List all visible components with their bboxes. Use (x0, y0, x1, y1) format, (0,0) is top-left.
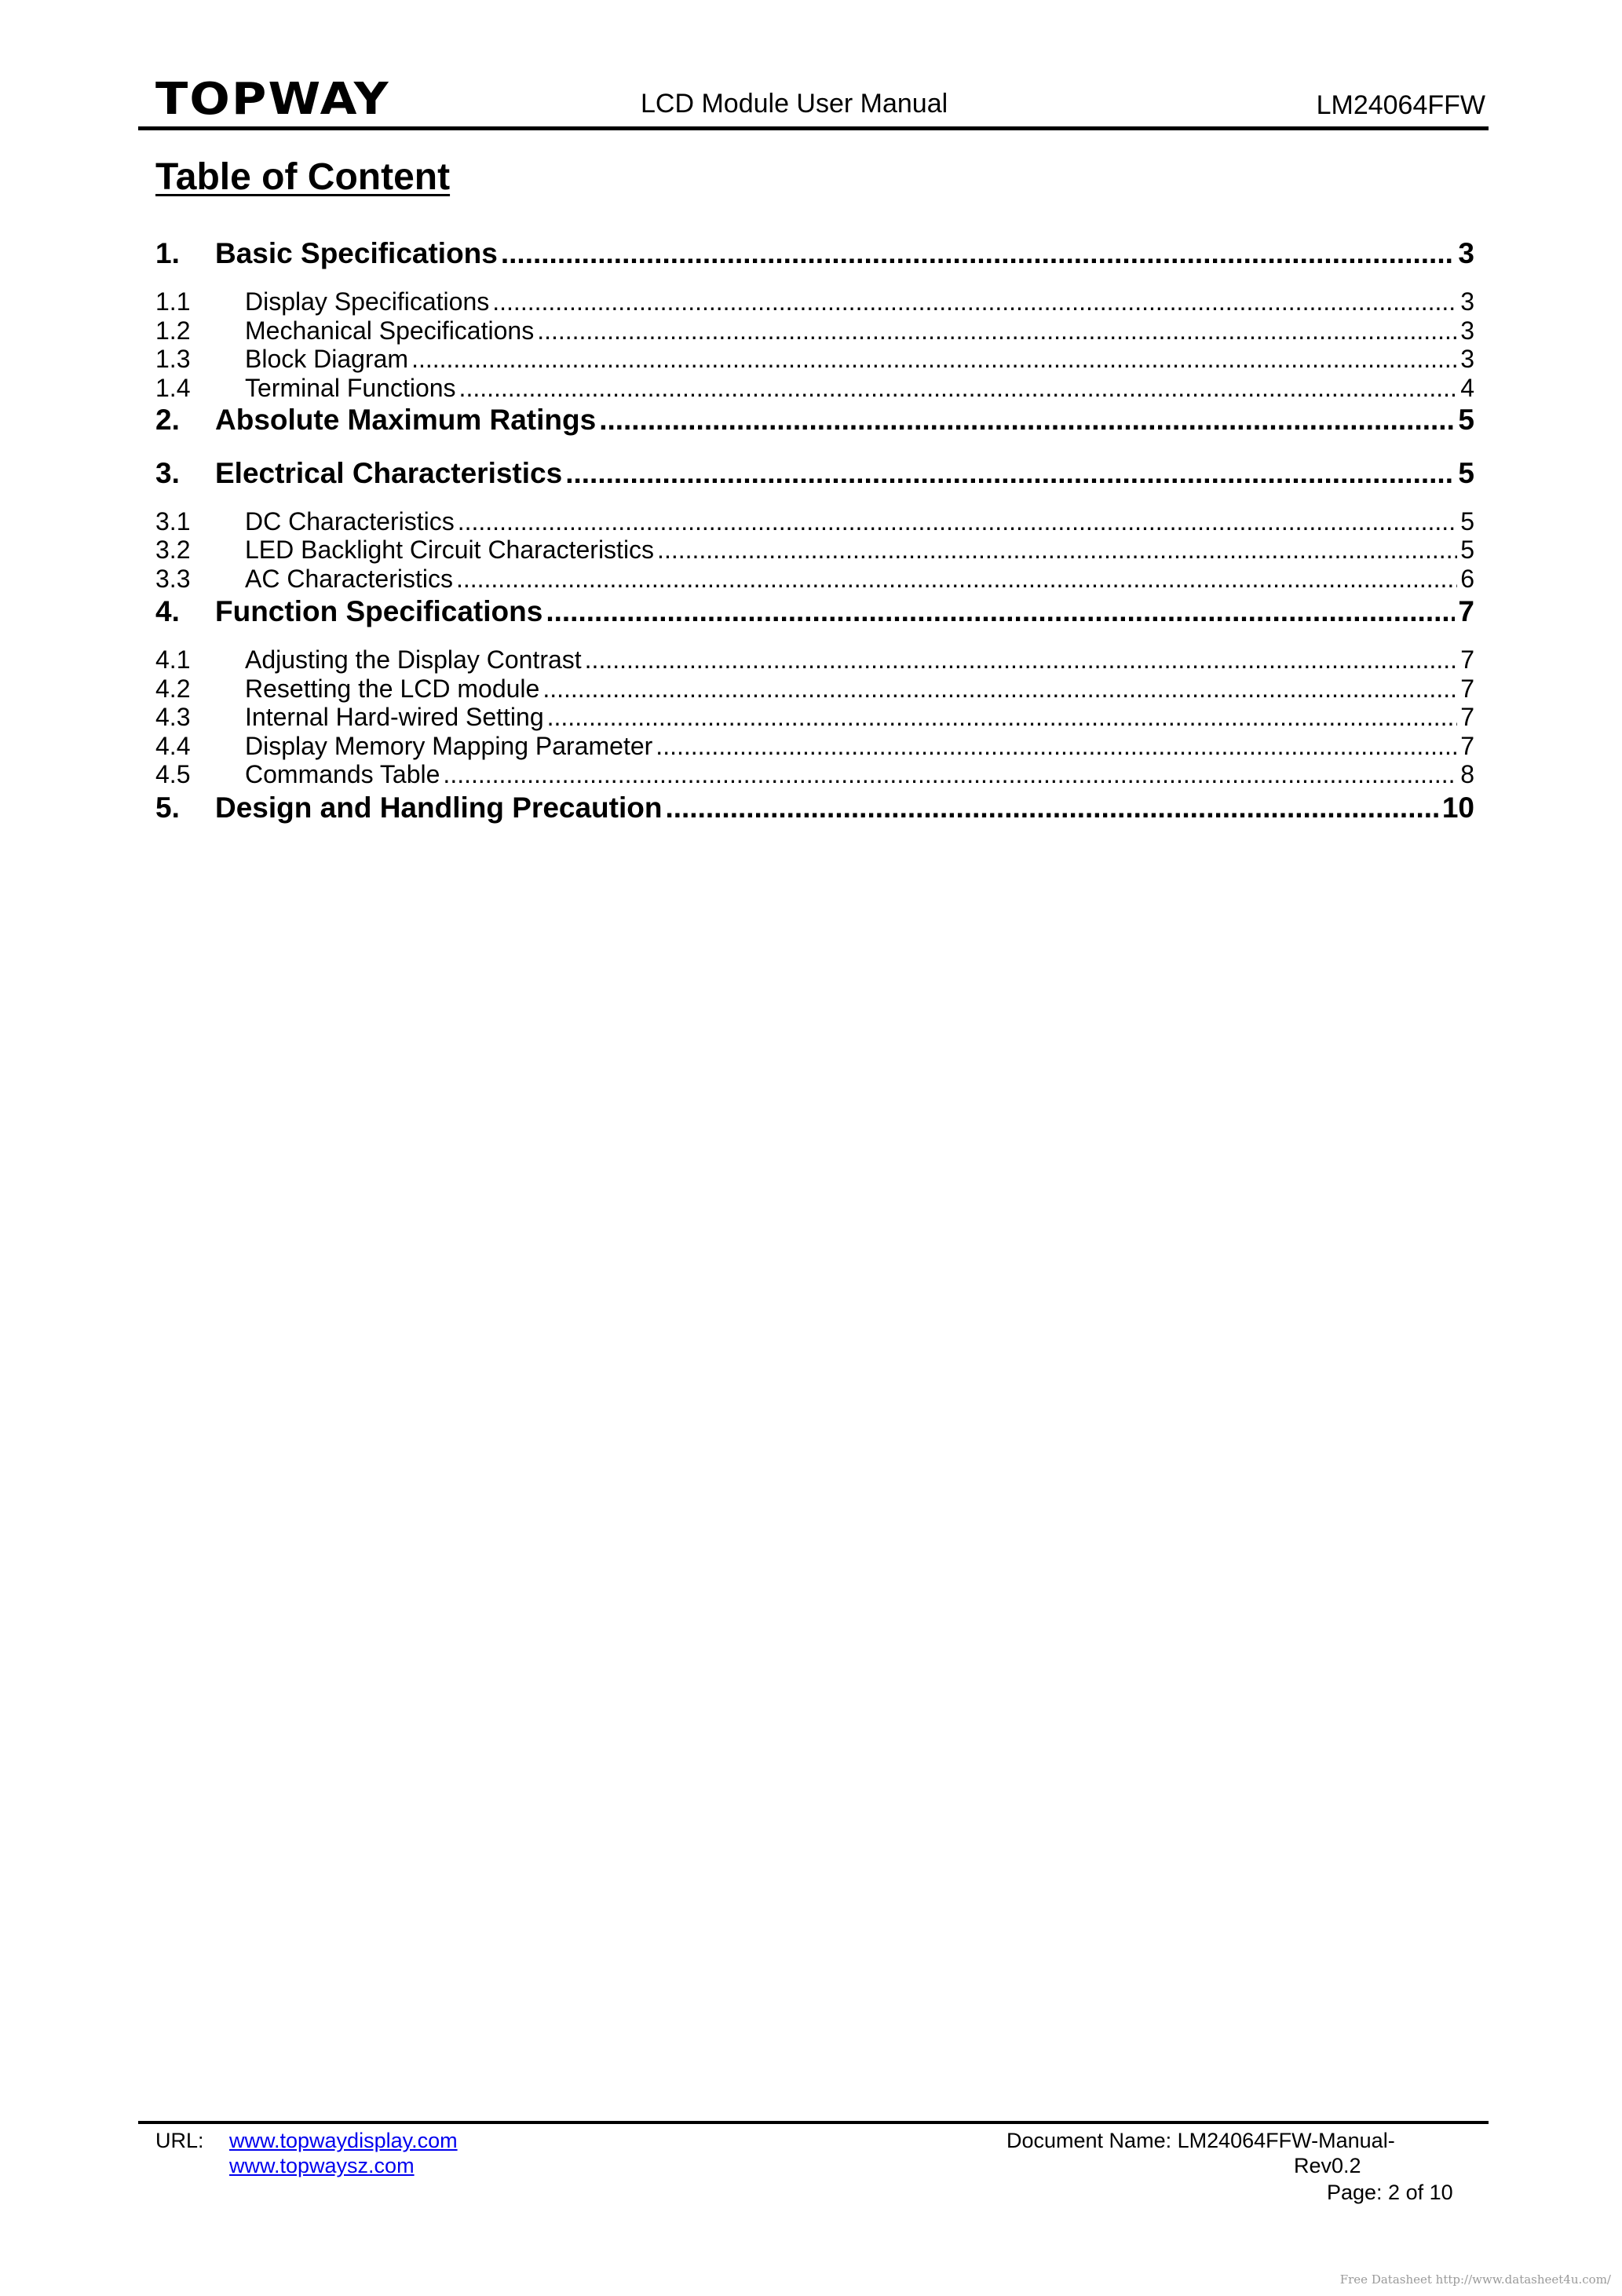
dot-leader (565, 457, 1455, 490)
header-divider (138, 126, 1489, 130)
toc-page-number: 5 (1458, 404, 1474, 436)
toc-page-number: 5 (1458, 457, 1474, 489)
toc-number: 5. (155, 792, 180, 824)
toc-page-number: 5 (1460, 507, 1474, 536)
dot-leader (546, 595, 1455, 628)
toc-page-number: 8 (1460, 760, 1474, 788)
revision: Rev0.2 (1294, 2154, 1361, 2177)
dot-leader (492, 287, 1457, 316)
toc-number: 4. (155, 595, 180, 627)
toc-number: 3.3 (155, 565, 191, 593)
dot-leader (537, 316, 1457, 345)
url-label: URL: (155, 2129, 204, 2152)
toc-page-number: 6 (1460, 565, 1474, 593)
watermark: Free Datasheet http://www.datasheet4u.com/ (1339, 2272, 1611, 2287)
toc-title: DC Characteristics (245, 507, 455, 536)
toc-number: 1.2 (155, 316, 191, 345)
toc-number: 3.2 (155, 536, 191, 564)
toc-entry-3-2[interactable] (155, 536, 1474, 564)
toc-title: Design and Handling Precaution (215, 792, 663, 824)
toc-entry-3-3[interactable] (155, 565, 1474, 593)
toc-title: Block Diagram (245, 345, 409, 373)
toc-entry-4-3[interactable] (155, 703, 1474, 731)
toc-entry-1-2[interactable] (155, 316, 1474, 345)
toc-title: Display Memory Mapping Parameter (245, 732, 653, 760)
toc-page-number: 7 (1460, 703, 1474, 731)
toc-page-number: 10 (1441, 792, 1474, 824)
toc-page-number: 3 (1458, 237, 1474, 269)
toc-number: 1. (155, 237, 180, 269)
toc-title: LED Backlight Circuit Characteristics (245, 536, 655, 564)
dot-leader (657, 536, 1457, 564)
toc-number: 4.2 (155, 675, 191, 703)
toc-title: Commands Table (245, 760, 440, 788)
toc-page-number: 7 (1460, 675, 1474, 703)
toc-section-2[interactable] (155, 404, 1474, 437)
toc-number: 1.1 (155, 287, 191, 316)
toc-title: Basic Specifications (215, 237, 498, 269)
dot-leader (542, 675, 1457, 703)
dot-leader (443, 760, 1457, 788)
toc-title: Absolute Maximum Ratings (215, 404, 597, 436)
dot-leader (501, 237, 1456, 270)
toc-page-number: 4 (1460, 374, 1474, 402)
toc-number: 4.4 (155, 732, 191, 760)
document-name: Document Name: LM24064FFW-Manual- (1006, 2129, 1395, 2152)
toc-number: 4.5 (155, 760, 191, 788)
dot-leader (656, 732, 1457, 760)
toc-title: AC Characteristics (245, 565, 453, 593)
toc-entry-1-4[interactable] (155, 374, 1474, 402)
toc-section-5[interactable] (155, 792, 1474, 824)
toc-section-3[interactable] (155, 457, 1474, 490)
topway-logo: TOPWAY (155, 74, 390, 125)
model-number: LM24064FFW (1316, 90, 1485, 120)
toc-page-number: 3 (1460, 316, 1474, 345)
toc-page-number: 7 (1458, 595, 1474, 627)
toc-page-number: 3 (1460, 287, 1474, 316)
toc-title: Electrical Characteristics (215, 457, 563, 489)
toc-title: Resetting the LCD module (245, 675, 540, 703)
dot-leader (599, 404, 1455, 437)
toc-number: 3. (155, 457, 180, 489)
toc-number: 3.1 (155, 507, 191, 536)
toc-page-number: 7 (1460, 645, 1474, 674)
dot-leader (665, 792, 1438, 824)
footer-divider (138, 2121, 1489, 2124)
dot-leader (547, 703, 1458, 731)
dot-leader (585, 645, 1458, 674)
toc-page-number: 7 (1460, 732, 1474, 760)
toc-entry-4-4[interactable] (155, 732, 1474, 760)
toc-title: Display Specifications (245, 287, 490, 316)
toc-title: Internal Hard-wired Setting (245, 703, 544, 731)
dot-leader (456, 565, 1457, 593)
topwaydisplay-link[interactable]: www.topwaydisplay.com (229, 2129, 458, 2152)
toc-title: Function Specifications (215, 595, 543, 627)
toc-section-4[interactable] (155, 595, 1474, 628)
toc-entry-4-5[interactable] (155, 760, 1474, 788)
dot-leader (459, 374, 1458, 402)
toc-number: 4.3 (155, 703, 191, 731)
toc-entry-1-3[interactable] (155, 345, 1474, 373)
document-title: LCD Module User Manual (641, 89, 948, 119)
toc-entry-1-1[interactable] (155, 287, 1474, 316)
toc-number: 2. (155, 404, 180, 436)
toc-title: Adjusting the Display Contrast (245, 645, 582, 674)
toc-section-1[interactable] (155, 237, 1474, 270)
page-number: Page: 2 of 10 (1327, 2181, 1453, 2204)
dot-leader (411, 345, 1457, 373)
topwaysz-link[interactable]: www.topwaysz.com (229, 2154, 415, 2177)
toc-page-number: 5 (1460, 536, 1474, 564)
toc-title: Mechanical Specifications (245, 316, 535, 345)
toc-number: 1.4 (155, 374, 191, 402)
toc-entry-4-1[interactable] (155, 645, 1474, 674)
toc-title: Terminal Functions (245, 374, 456, 402)
toc-number: 1.3 (155, 345, 191, 373)
toc-number: 4.1 (155, 645, 191, 674)
page-header (154, 75, 1487, 124)
toc-entry-4-2[interactable] (155, 675, 1474, 703)
dot-leader (458, 507, 1457, 536)
toc-entry-3-1[interactable] (155, 507, 1474, 536)
toc-page-number: 3 (1460, 345, 1474, 373)
toc-heading: Table of Content (155, 156, 451, 198)
